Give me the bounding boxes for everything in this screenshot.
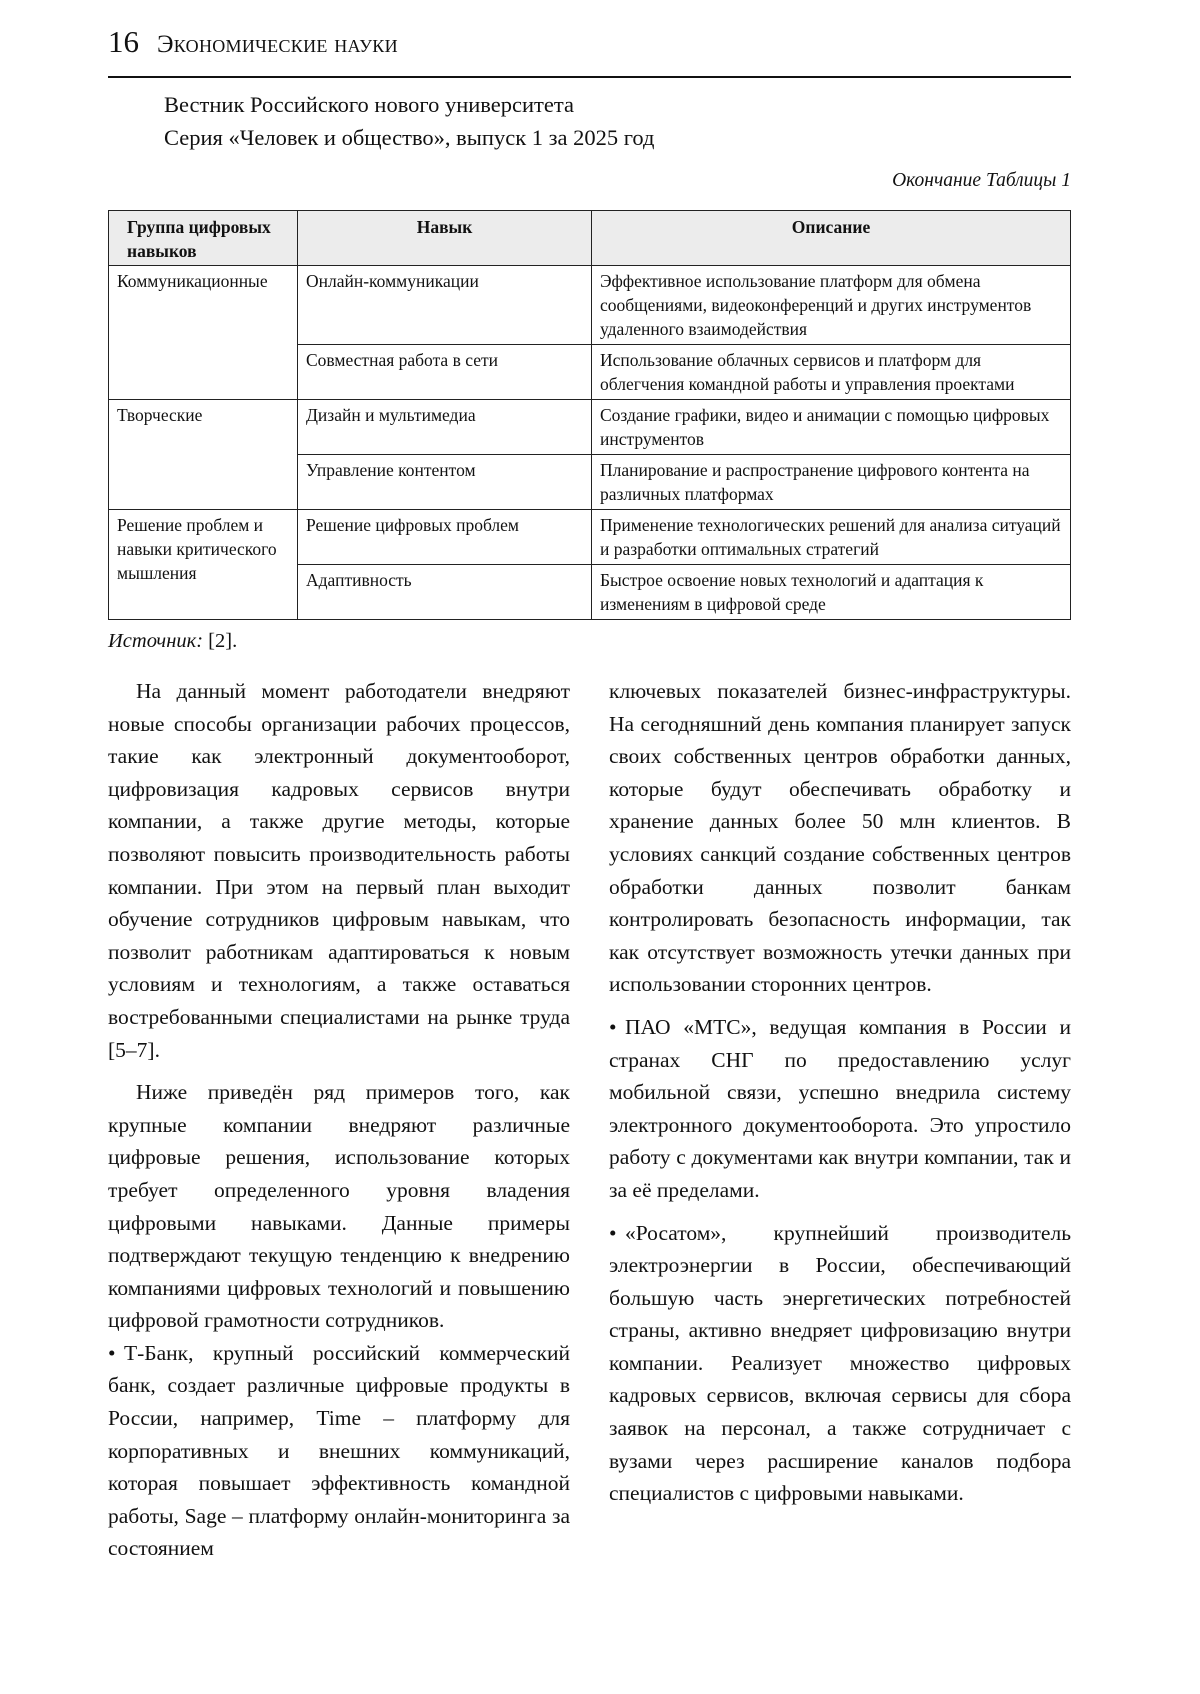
group-cell: Решение проблем и навыки критического мышления [109,510,298,620]
paragraph: ключевых показателей бизнес-инфраструктуры. На сегодняшний день компания планирует запуск своих собственных центров обработки данных, которые будут обеспечивать обработку и хранение данных более 50 млн клиентов. В условиях санкций создание собственных центров обработки данных позволит банкам контролировать безопасность информации, так как отсутствует возможность утечки данных при использовании сторонних центров. [609,679,1071,997]
digital-skills-table [108,210,1071,620]
skill-cell: Адаптивность [298,565,592,620]
table-row [109,266,1071,345]
table-header-cell: Навык [298,211,592,266]
table-caption: Окончание Таблицы 1 [892,170,1071,191]
description-cell: Использование облачных сервисов и платформ для облегчения командной работы и управления проектами [592,345,1071,400]
source-label: Источник: [108,630,204,652]
table-source [108,630,1071,653]
journal-series: Серия «Человек и общество», выпуск 1 за 2025 год [164,125,655,150]
bullet-marker: • [108,1340,116,1365]
bullet-text: «Росатом», крупнейший производитель электроэнергии в России, обеспечивающий большую часть энергетических потребностей страны, активно внедряет цифровизацию внутри компании. Реализует множество цифровых кадровых сервисов, включая сервисы для сбора заявок на персонал, а также сотрудничает с вузами через расширение каналов подбора специалистов с цифровыми навыками. [609,1220,1071,1506]
skill-cell: Совместная работа в сети [298,345,592,400]
description-cell: Создание графики, видео и анимации с помощью цифровых инструментов [592,400,1071,455]
table-header-cell: Описание [592,211,1071,266]
skill-cell: Дизайн и мультимедиа [298,400,592,455]
page-number: 16 [108,24,139,59]
table-row [109,510,1071,565]
bullet-marker: • [609,1014,617,1039]
left-column [108,675,570,1565]
journal-name: Вестник Российского нового университета [164,92,574,117]
body-columns [108,675,1071,1565]
bullet-text: Т-Банк, крупный российский коммерческий банк, создает различные цифровые продукты в России, например, Time – платформу для корпоративных и внешних коммуникаций, которая повышает эффективность командной работы, Sage – платформу онлайн-мониторинга за состоянием [108,1340,570,1561]
bullet-marker: • [609,1220,617,1245]
bullet-text: ПАО «МТС», ведущая компания в России и странах СНГ по предоставлению услуг мобильной связи, успешно внедрила систему электронного документооборота. Это упростило работу с документами как внутри компании, так и за её пределами. [609,1014,1071,1202]
page [108,24,1071,1565]
group-cell: Коммуникационные [109,266,298,400]
skill-cell: Управление контентом [298,455,592,510]
right-column [609,675,1071,1565]
skill-cell: Онлайн-коммуникации [298,266,592,345]
running-header [108,24,1071,78]
description-cell: Планирование и распространение цифрового контента на различных платформах [592,455,1071,510]
table-header-row [109,211,1071,266]
paragraph: На данный момент работодатели внедряют новые способы организации рабочих процессов, такие как электронный документооборот, цифровизация кадровых сервисов внутри компании, а также другие методы, которые позволяют повысить производительность работы компании. При этом на первый план выходит обучение сотрудников цифровым навыкам, что позволит работникам адаптироваться к новым условиям и технологиям, а также оставаться востребованными специалистами на рынке труда [5–7]. [108,679,570,1062]
description-cell: Применение технологических решений для анализа ситуаций и разработки оптимальных стратегий [592,510,1071,565]
group-cell: Творческие [109,400,298,510]
bullet-item [609,1217,1071,1510]
table-row [109,400,1071,455]
description-cell: Эффективное использование платформ для обмена сообщениями, видеоконференций и других инструментов удаленного взаимодействия [592,266,1071,345]
journal-info [108,88,1071,154]
table-header-cell: Группа цифровых навыков [109,211,298,266]
source-reference: [2]. [203,630,238,652]
description-cell: Быстрое освоение новых технологий и адаптация к изменениям в цифровой среде [592,565,1071,620]
bullet-item [609,1011,1071,1207]
journal-section-title: Экономические науки [157,31,398,58]
skill-cell: Решение цифровых проблем [298,510,592,565]
paragraph: Ниже приведён ряд примеров того, как крупные компании внедряют различные цифровые решения, использование которых требует определенного уровня владения цифровыми навыками. Данные примеры подтверждают текущую тенденцию к внедрению компаниями цифровых технологий и повышению цифровой грамотности сотрудников. [108,1080,570,1333]
bullet-item [108,1337,570,1565]
